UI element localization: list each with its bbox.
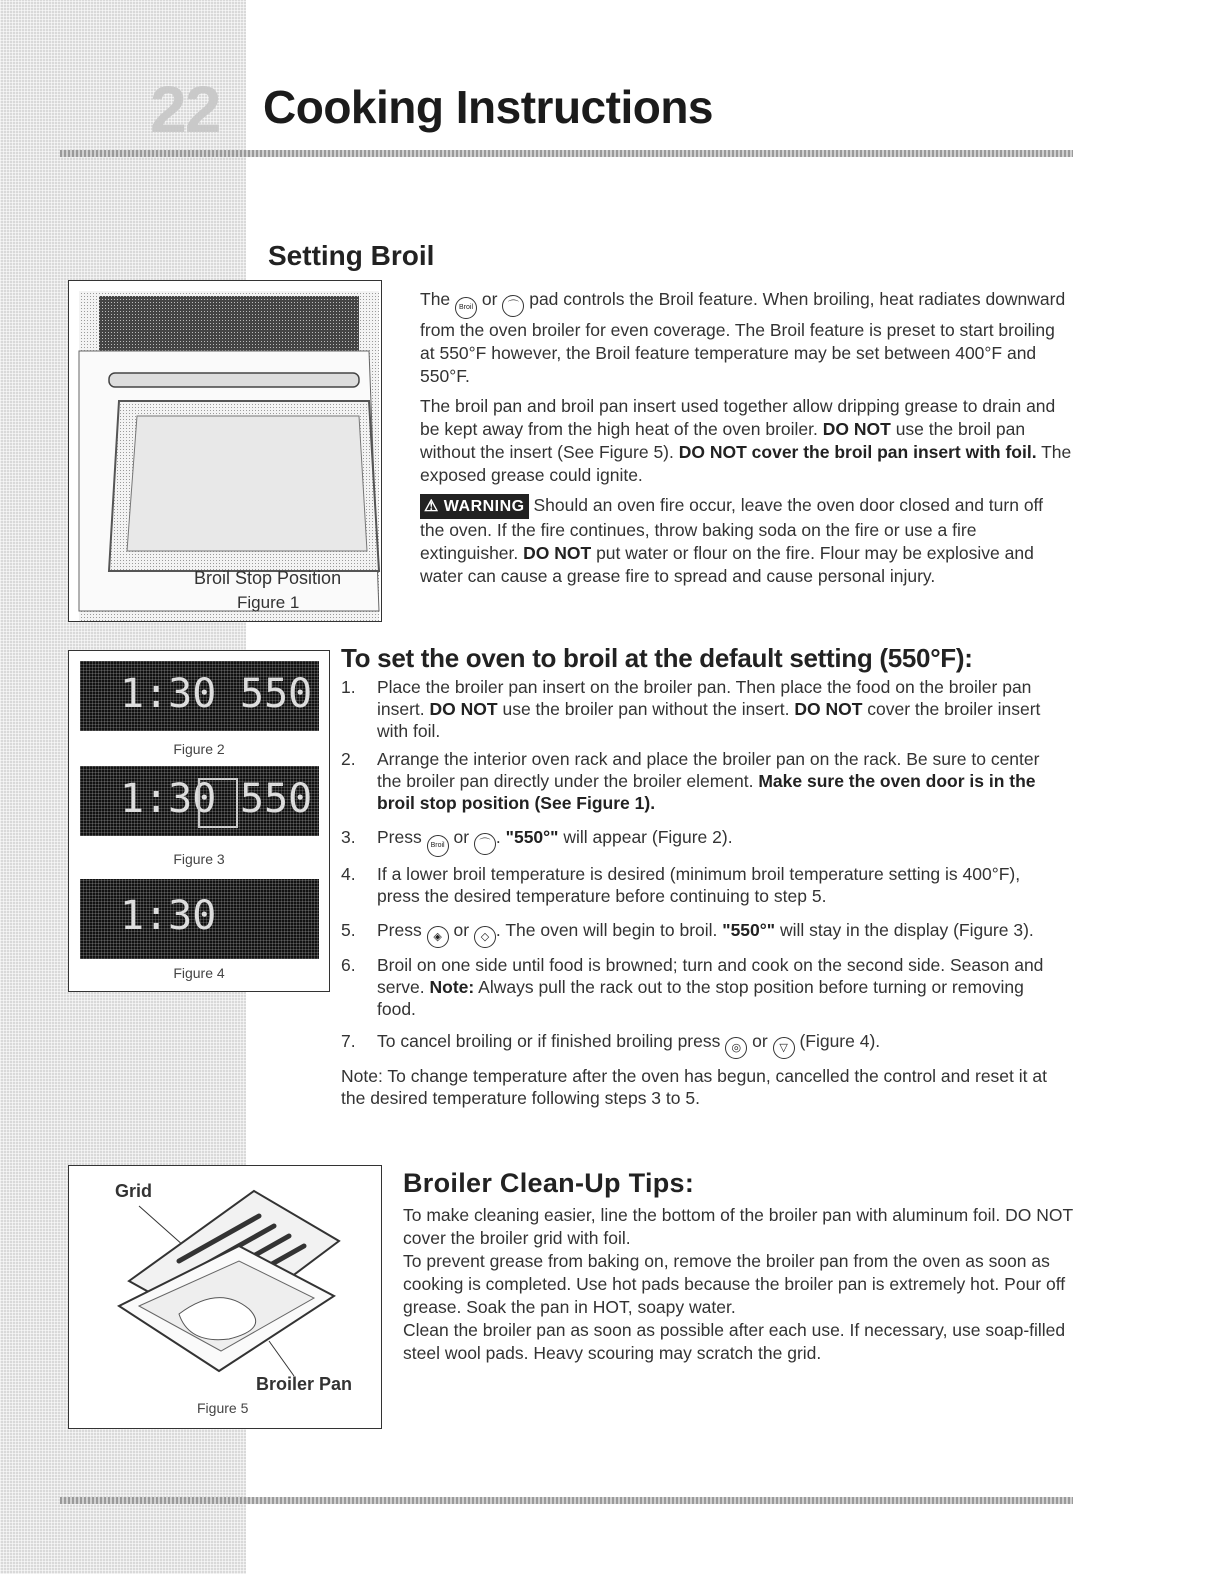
step-4 [341,863,1061,907]
step-4-number: 4. [341,864,356,884]
p2-c: use the broil pan without the insert (See Figure 5). [420,419,1026,462]
step-7-a: To cancel broiling or if finished broiling press [377,1031,721,1051]
step-7 [341,1030,1061,1059]
step-1-d: DO NOT [794,699,863,719]
p2-b: DO NOT [822,419,891,439]
step-5-d: will stay in the display (Figure 3). [779,920,1034,940]
step-1 [341,676,1061,742]
step-1-a: Place the broiler pan insert on the broiler pan. Then place the food on the broiler pan insert. [377,677,1032,719]
display-3-broil-indicator [198,778,238,828]
display-3-time: 1:30 [120,776,217,822]
step-3-d: will appear (Figure 2). [563,827,733,847]
step-5-b: . The oven will begin to broil. [495,920,718,940]
header-divider [60,150,1073,157]
page-number: 22 [150,72,220,146]
default-broil-heading: To set the oven to broil at the default setting (550°F): [341,643,973,673]
step-7-number: 7. [341,1031,356,1051]
step-1-b: DO NOT [429,699,498,719]
cleanup-p3: Clean the broiler pan as soon as possible after each use. If necessary, use soap-filled steel wool pads. Heavy scouring may scratch the grid. [403,1320,1066,1363]
display-figure-2 [80,661,319,731]
step-5-c: "550°" [722,920,776,940]
display-figure-4 [80,879,319,959]
step-2-a: Arrange the interior oven rack and place the broiler pan on the rack. Be sure to center the broiler pan directly under the broiler element. [377,749,1040,791]
step-1-c: use the broiler pan without the insert. [502,699,790,719]
display-2-temp: 550 [240,671,313,717]
footer-divider [60,1497,1073,1504]
figures-2-4-displays [68,650,330,992]
start-button-icon: ◇ [474,926,496,948]
temperature-change-note: Note: To change temperature after the oven has begun, cancelled the control and reset it at the desired temperature following steps 3 to 5. [341,1066,1047,1108]
display-figure-3 [80,766,319,836]
step-2-number: 2. [341,749,356,769]
step-5-or: or [453,920,470,940]
broil-steps-list [341,676,1061,1109]
setting-broil-heading: Setting Broil [268,240,435,271]
figure-2-caption: Figure 2 [173,741,225,757]
figure-1-caption: Figure 1 [237,593,300,612]
cleanup-heading: Broiler Clean-Up Tips: [403,1168,695,1198]
step-2-b: Make sure the oven door is in the broil stop position (See Figure 1). [377,771,1036,813]
step-3-number: 3. [341,827,356,847]
warn-c: put water or flour on the fire. Flour may be explosive and water can cause a grease fire to spread and cause personal injury. [420,543,1034,586]
p2-e: The exposed grease could ignite. [420,442,1072,485]
cancel-button-icon: ▽ [773,1037,795,1059]
broil-pad-icon [455,297,477,319]
step-3-a: Press [377,827,422,847]
warning-paragraph [420,494,1072,588]
p2-d: DO NOT cover the broil pan insert with foil. [678,442,1037,462]
broil-pad-label: Broil [430,842,445,849]
step-1-e: cover the broiler insert with foil. [377,699,1041,741]
display-4-time: 1:30 [120,893,217,939]
step-5-a: Press [377,920,422,940]
figure-5-grid-label: Grid [115,1181,153,1201]
warn-b: DO NOT [523,543,592,563]
step-6-c: Always pull the rack out to the stop position before turning or removing food. [377,977,1024,1019]
step-3 [341,826,1061,857]
figure-4-caption: Figure 4 [173,965,225,981]
display-2-time: 1:30 [120,671,217,717]
cleanup-p1: To make cleaning easier, line the bottom of the broiler pan with aluminum foil. DO NOT cover the broiler grid with foil. [403,1205,1073,1248]
step-6-a: Broil on one side until food is browned; turn and cook on the second side. Season and serve. [377,955,1044,997]
step-5-number: 5. [341,920,356,940]
broil-pan-paragraph [420,395,1072,487]
figure-1-oven [68,280,382,622]
step-3-or: or [453,827,470,847]
step-4-a: If a lower broil temperature is desired (minimum broil temperature setting is 400°F), press the desired temperature before continuing to step 5. [377,864,1021,906]
p2-a: The broil pan and broil pan insert used together allow dripping grease to drain and be kept away from the high heat of the oven broiler. [420,396,1056,439]
intro-pre: The [420,289,451,309]
step-5 [341,919,1061,948]
cleanup-p2: To prevent grease from baking on, remove the broiler pan from the oven as soon as cooking is completed. Use hot pads because the broiler pan is extremely hot. Pour off grease. Soak the pan in HOT, soapy water. [403,1251,1066,1317]
figure-5-caption: Figure 5 [197,1400,249,1416]
warn-a: Should an oven fire occur, leave the oven door closed and turn off the oven. If the fire continues, throw baking soda on the fire or use a fire extinguisher. [420,495,1043,563]
step-7-or: or [752,1031,768,1051]
broil-button-icon: ⌒ [474,833,496,855]
step-7-b: (Figure 4). [799,1031,881,1051]
step-6 [341,954,1061,1020]
page-title: Cooking Instructions [263,81,713,133]
step-3-c: "550°" [505,827,559,847]
figure-5-pan-label: Broiler Pan [256,1374,353,1394]
step-6-b: Note: [429,977,475,997]
step-2 [341,748,1061,814]
display-3-temp: 550 [240,776,313,822]
cancel-pad-icon: ◎ [725,1037,747,1059]
figure-5-broiler-pan [68,1165,382,1429]
intro-post: pad controls the Broil feature. When broiling, heat radiates downward from the oven broiler for even coverage. The Broil feature is preset to start broiling at 550°F however, the Broil feature temperature may be set between 400°F and 550°F. [420,289,1066,386]
warning-label: WARNING [443,498,525,515]
intro-or: or [481,289,498,309]
broil-pad-label: Broil [459,304,474,311]
figure-1-label: Broil Stop Position [194,568,342,588]
start-pad-icon: ◈ [427,926,449,948]
broil-pad-icon [427,835,449,857]
setting-broil-text [420,288,1072,595]
step-3-b: . [495,827,501,847]
warning-badge: ⚠ WARNING [420,494,529,519]
figure-3-caption: Figure 3 [173,851,225,867]
step-6-number: 6. [341,955,356,975]
broil-button-icon: ⌒ [502,295,524,317]
intro-paragraph [420,288,1072,388]
cleanup-text [403,1204,1075,1365]
step-1-number: 1. [341,677,356,697]
